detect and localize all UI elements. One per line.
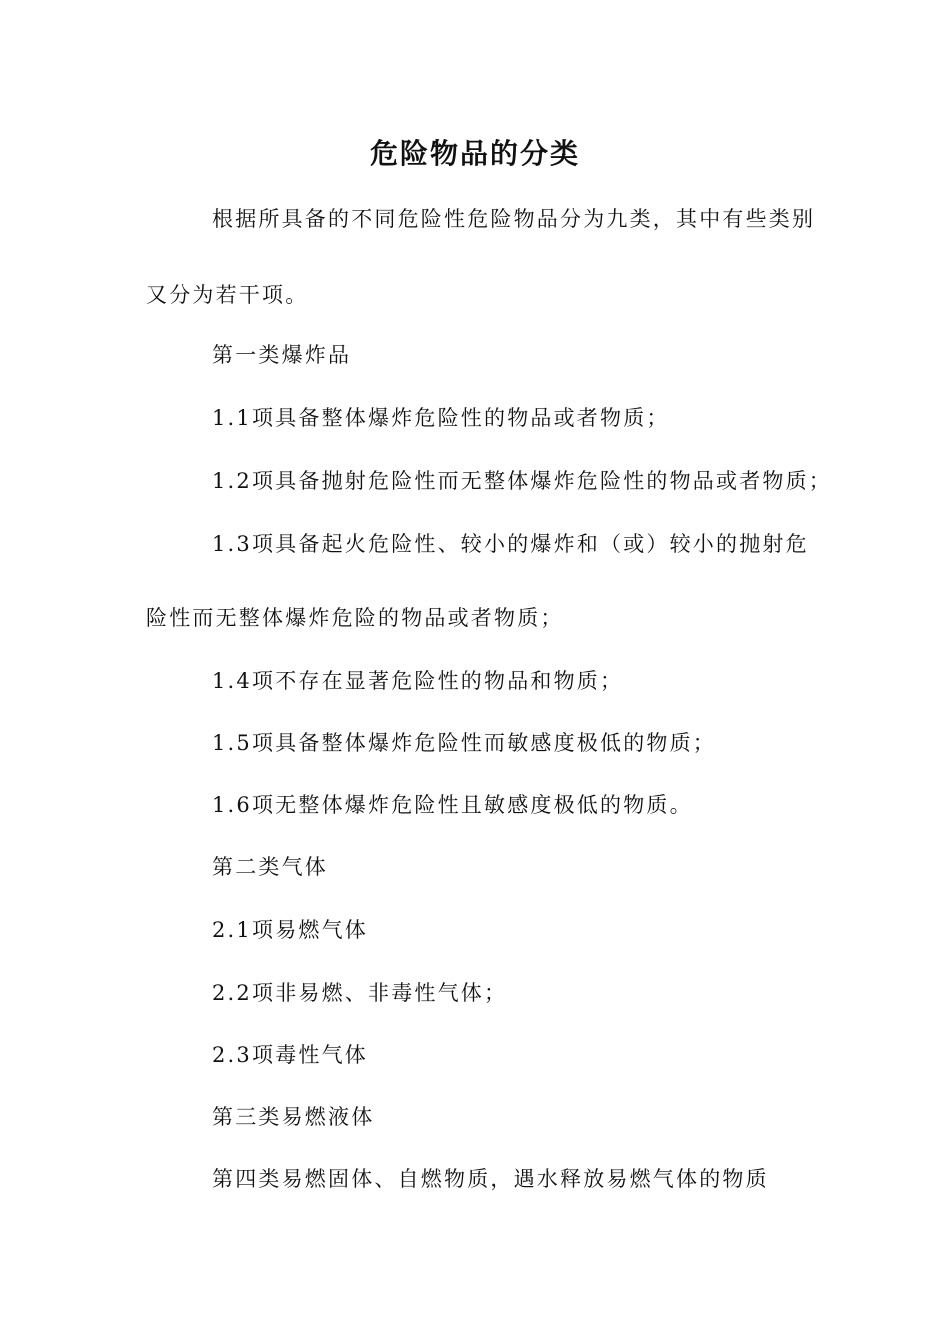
heading-class-3: 第三类易燃液体 xyxy=(212,1105,375,1129)
item-1-1: 1.1项具备整体爆炸危险性的物品或者物质； xyxy=(212,406,670,430)
item-1-4: 1.4项不存在显著危险性的物品和物质； xyxy=(212,669,624,693)
paragraph-intro-line-1: 根据所具备的不同危险性危险物品分为九类，其中有些类别 xyxy=(212,207,816,231)
item-2-2: 2.2项非易燃、非毒性气体； xyxy=(212,981,508,1005)
heading-class-2: 第二类气体 xyxy=(212,855,328,879)
paragraph-intro-line-2: 又分为若干项。 xyxy=(146,283,309,307)
document-title: 危险物品的分类 xyxy=(369,137,580,170)
item-2-1: 2.1项易燃气体 xyxy=(212,918,368,942)
item-2-3: 2.3项毒性气体 xyxy=(212,1043,368,1067)
heading-class-1: 第一类爆炸品 xyxy=(212,343,352,367)
item-1-3-line-2: 险性而无整体爆炸危险的物品或者物质； xyxy=(146,606,564,630)
item-1-2: 1.2项具备抛射危险性而无整体爆炸危险性的物品或者物质； xyxy=(212,469,832,493)
item-1-6: 1.6项无整体爆炸危险性且敏感度极低的物质。 xyxy=(212,793,693,817)
item-1-3-line-1: 1.3项具备起火危险性、较小的爆炸和（或）较小的抛射危 xyxy=(212,532,809,556)
heading-class-4: 第四类易燃固体、自燃物质，遇水释放易燃气体的物质 xyxy=(212,1167,769,1191)
item-1-5: 1.5项具备整体爆炸危险性而敏感度极低的物质； xyxy=(212,731,716,755)
